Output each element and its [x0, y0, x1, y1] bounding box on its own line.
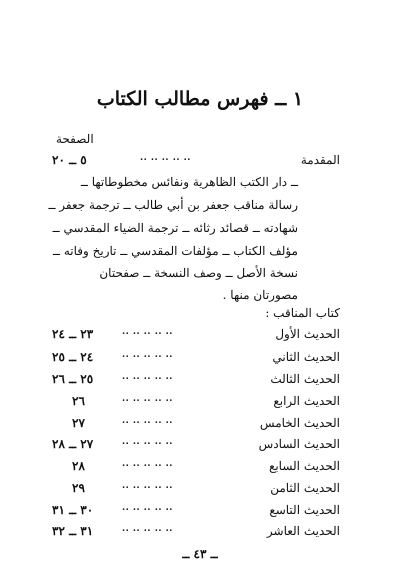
toc-entry-pages: ٣١ ــ ٣٢ [52, 524, 94, 538]
intro-description-line: ــ دار الكتب الظاهرية ونفائس مخطوطاتها ــ [80, 175, 298, 189]
section-label: كتاب المناقب : [265, 306, 340, 320]
toc-entry-label: الحديث الرابع [273, 394, 340, 408]
dot-leader: .. .. .. .. .. [122, 394, 173, 404]
dot-leader: .. .. .. .. .. [122, 416, 173, 426]
page-title: ١ ــ فهرس مطالب الكتاب [96, 88, 304, 110]
intro-description-line: رسالة مناقب جعفر بن أبي طالب ــ ترجمة جعفر ــ [48, 198, 298, 212]
dot-leader: .. .. .. .. .. [140, 153, 191, 163]
toc-entry-pages: ٣٠ ــ ٣١ [52, 503, 94, 517]
toc-entry-pages: ٢٩ [72, 481, 85, 495]
dot-leader: .. .. .. .. .. [122, 372, 173, 382]
toc-entry-pages: ٢٥ ــ ٢٦ [52, 372, 94, 386]
dot-leader: .. .. .. .. .. [122, 524, 173, 534]
dot-leader: .. .. .. .. .. [122, 350, 173, 360]
toc-entry-pages: ٢٣ ــ ٢٤ [52, 327, 94, 341]
dot-leader: .. .. .. .. .. [122, 437, 173, 447]
toc-entry-label: الحديث التاسع [269, 503, 340, 517]
intro-description-line: شهادته ــ قصائد رثائه ــ ترجمة الضياء المقدسي ــ [52, 221, 298, 235]
toc-entry-pages: ٢٧ ــ ٢٨ [52, 437, 94, 451]
toc-entry-pages: ٢٧ [72, 416, 85, 430]
intro-description-line: نسخة الأصل ــ وصف النسخة ــ صفحتان [99, 266, 298, 280]
toc-entry-pages: ٢٨ [72, 459, 85, 473]
toc-entry-label: الحديث العاشر [266, 524, 340, 538]
intro-description-line: مصورتان منها . [222, 288, 298, 302]
toc-entry-label: الحديث الخامس [259, 416, 340, 430]
toc-entry-label: المقدمة [300, 153, 340, 167]
toc-entry-pages: ٢٤ ــ ٢٥ [52, 350, 94, 364]
toc-entry-label: الحديث الثالث [270, 372, 340, 386]
dot-leader: .. .. .. .. .. [122, 459, 173, 469]
toc-entry-label: الحديث الثاني [272, 350, 340, 364]
toc-entry-label: الحديث السابع [268, 459, 340, 473]
toc-entry-label: الحديث الثامن [270, 481, 340, 495]
toc-entry-pages: ٢٦ [72, 394, 85, 408]
toc-entry-label: الحديث الأول [275, 327, 340, 341]
toc-entry-label: الحديث السادس [258, 437, 340, 451]
dot-leader: .. .. .. .. .. [122, 503, 173, 513]
page-column-header: الصفحة [56, 132, 94, 146]
page-number: ــ ٤٣ ــ [182, 547, 218, 561]
toc-entry-pages: ٥ ــ ٢٠ [52, 153, 87, 167]
dot-leader: .. .. .. .. .. [122, 327, 173, 337]
dot-leader: .. .. .. .. .. [122, 481, 173, 491]
intro-description-line: مؤلف الكتاب ــ مؤلفات المقدسي ــ تاريخ وفاته ــ [52, 244, 298, 258]
